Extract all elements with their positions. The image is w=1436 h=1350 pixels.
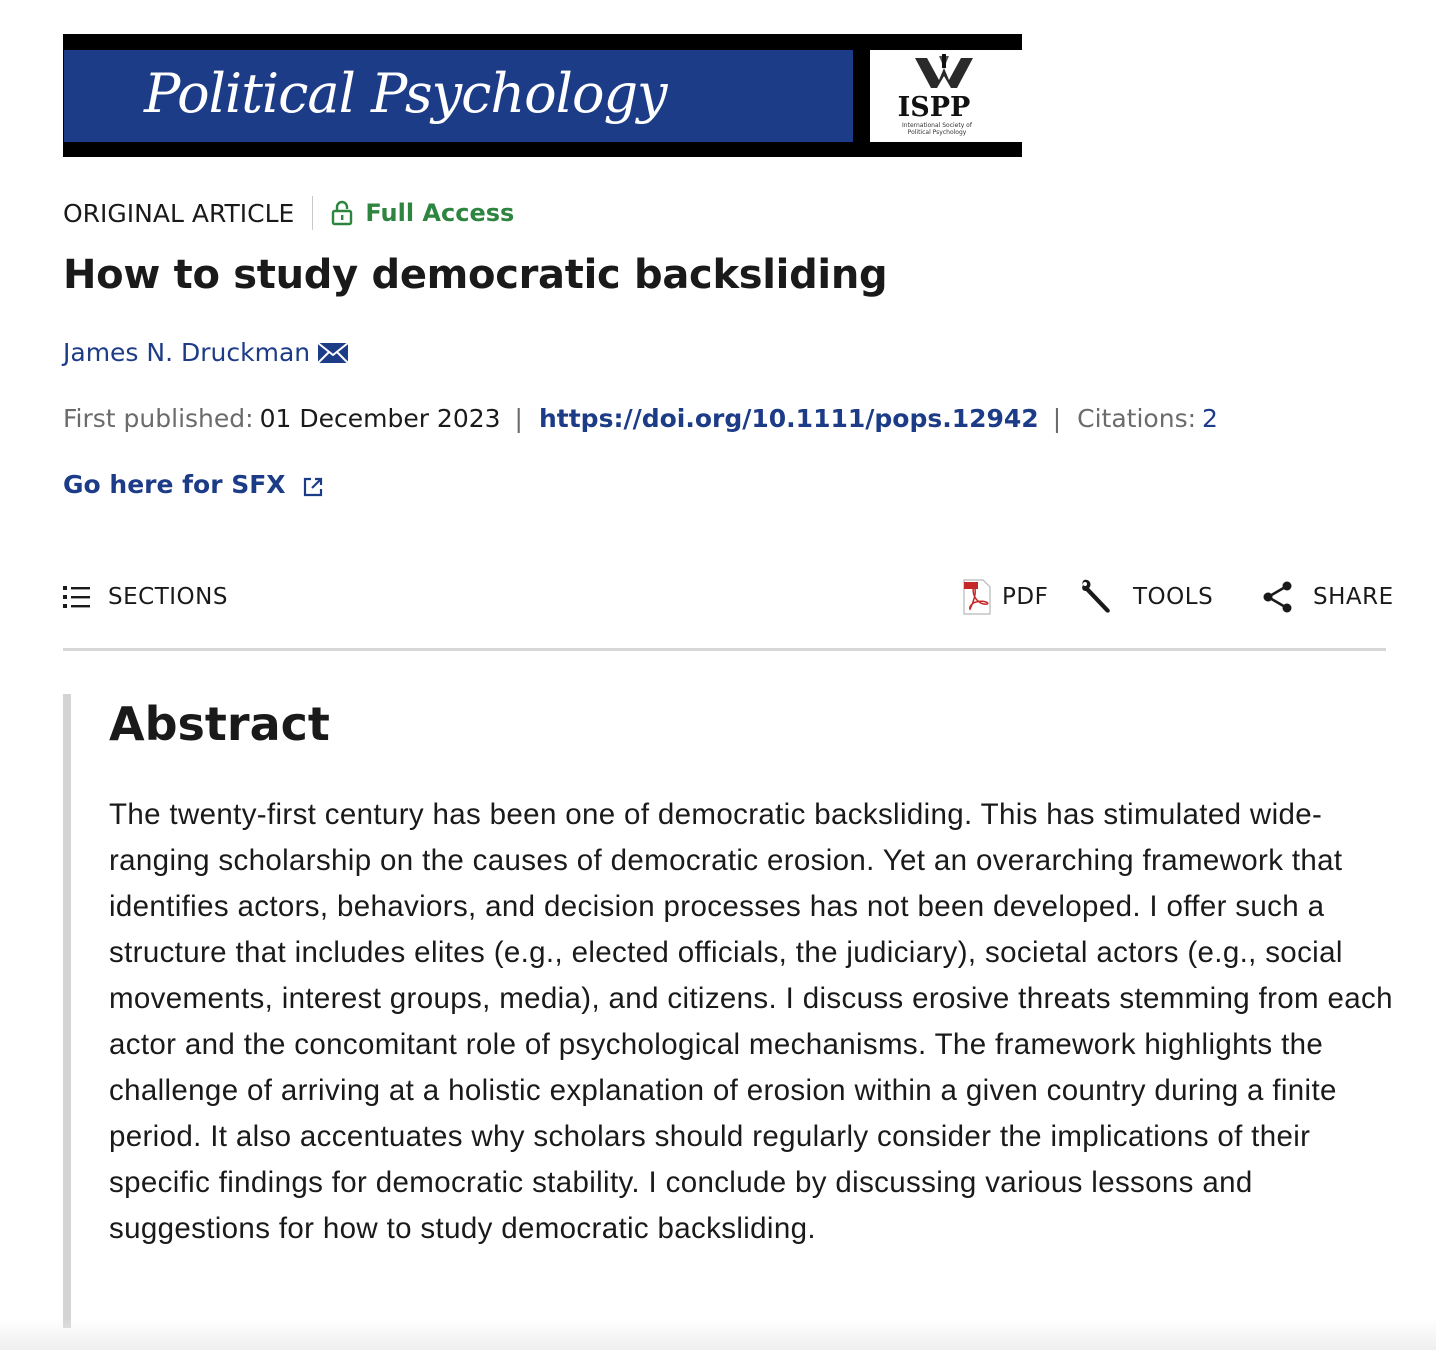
abstract-body: The twenty-first century has been one of democratic backsliding. This has stimulated wide-ranging scholarship on the causes of democratic erosion. Yet an overarching framework that identifies actors, behaviors, and decision processes has not been developed. I offer such a structure that includes elites (e.g., elected officials, the judiciary), societal actors (e.g., social movements, interest groups, media), and citizens. I discuss erosive threats stemming from each actor and the concomitant role of psychological mechanisms. The framework highlights the challenge of arriving at a holistic explanation of erosion within a given country during a finite period. It also accentuates why scholars should regularly consider the implications of their specific findings for democratic stability. I conclude by discussing various lessons and suggestions for how to study democratic backsliding.: [109, 798, 1393, 1245]
sections-label: SECTIONS: [108, 584, 228, 610]
wrench-icon: [1079, 579, 1117, 615]
pdf-icon: [962, 579, 992, 615]
abstract-heading: Abstract: [109, 697, 330, 751]
bottom-fade: [0, 1318, 1436, 1350]
citations-count-link[interactable]: 2: [1202, 404, 1218, 433]
sections-button[interactable]: [63, 574, 228, 620]
abstract-section: [63, 694, 1403, 1328]
full-access-label: Full Access: [365, 199, 515, 227]
info-separator: |: [1052, 404, 1062, 433]
meta-divider: [312, 196, 313, 230]
society-name: International Society of Political Psychology: [902, 122, 972, 136]
article-type: ORIGINAL ARTICLE: [63, 198, 295, 228]
sfx-row: [63, 470, 324, 499]
author-link[interactable]: James N. Druckman: [63, 338, 311, 367]
citations-label: Citations:: [1077, 404, 1197, 433]
external-link-icon[interactable]: [302, 476, 324, 498]
journal-banner[interactable]: [63, 34, 1022, 157]
pdf-button[interactable]: [962, 574, 1048, 620]
first-published-label: First published:: [63, 404, 254, 433]
society-acronym: ISPP: [897, 92, 971, 123]
first-published-date: 01 December 2023: [259, 404, 501, 433]
sfx-link[interactable]: Go here for SFX: [63, 470, 286, 499]
toolbar-divider: [63, 648, 1386, 651]
share-icon: [1263, 581, 1293, 613]
article-meta-row: [63, 196, 514, 230]
journal-title: Political Psychology: [144, 62, 667, 125]
publication-info: [63, 404, 1218, 433]
info-separator: |: [514, 404, 523, 433]
share-button[interactable]: [1263, 574, 1394, 620]
pdf-label: PDF: [1002, 584, 1049, 610]
tools-label: TOOLS: [1133, 584, 1214, 610]
mail-icon[interactable]: [317, 341, 349, 365]
list-icon: [63, 585, 91, 609]
society-logo: [870, 50, 1022, 142]
ispp-emblem-icon: [913, 54, 975, 92]
share-label: SHARE: [1313, 584, 1394, 610]
tools-button[interactable]: [1079, 574, 1213, 620]
article-toolbar: [63, 574, 1394, 620]
author-row: [63, 338, 349, 367]
lock-icon: [331, 200, 353, 226]
article-title: How to study democratic backsliding: [63, 252, 888, 298]
journal-title-block: [64, 50, 853, 142]
doi-link[interactable]: https://doi.org/10.1111/pops.12942: [538, 404, 1039, 433]
